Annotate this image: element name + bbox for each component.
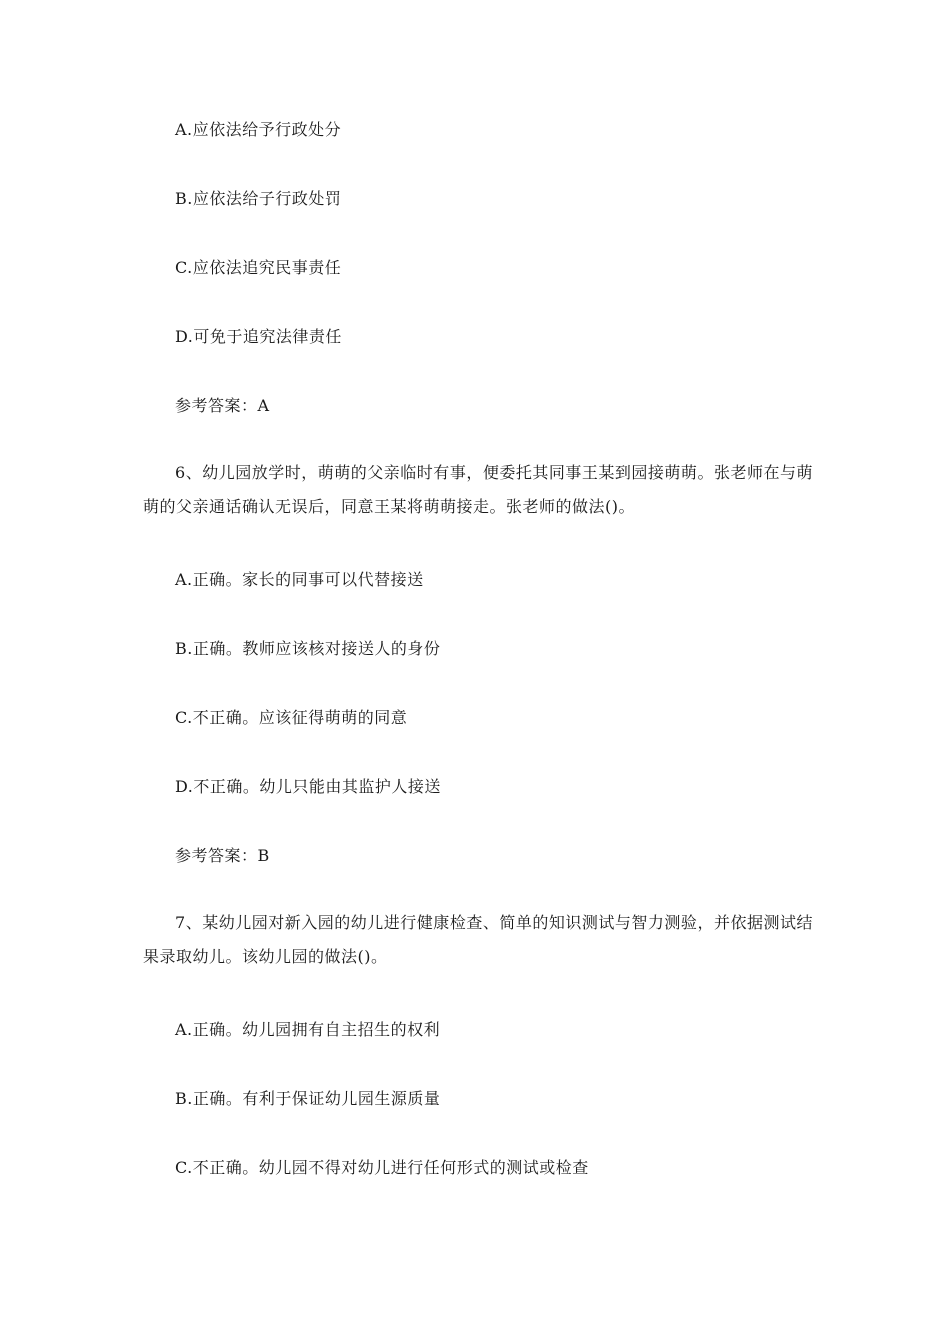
q7-option-b: B.正确。有利于保证幼儿园生源质量 bbox=[175, 1089, 441, 1108]
q6-answer: 参考答案：B bbox=[175, 846, 270, 865]
q5-answer: 参考答案：A bbox=[175, 396, 270, 415]
q6-stem: 6、幼儿园放学时，萌萌的父亲临时有事，便委托其同事王某到园接萌萌。张老师在与萌萌的父亲通话确认无误后，同意王某将萌萌接走。张老师的做法()。 bbox=[143, 463, 813, 516]
q7-option-c: C.不正确。幼儿园不得对幼儿进行任何形式的测试或检查 bbox=[175, 1158, 589, 1177]
q6-option-a: A.正确。家长的同事可以代替接送 bbox=[175, 570, 424, 589]
q5-option-b: B.应依法给子行政处罚 bbox=[175, 189, 342, 208]
q7-stem: 7、某幼儿园对新入园的幼儿进行健康检查、简单的知识测试与智力测验，并依据测试结果录取幼儿。该幼儿园的做法()。 bbox=[143, 913, 813, 966]
q7-option-a: A.正确。幼儿园拥有自主招生的权利 bbox=[175, 1020, 441, 1039]
q6-option-d: D.不正确。幼儿只能由其监护人接送 bbox=[175, 777, 441, 796]
q6-option-b: B.正确。教师应该核对接送人的身份 bbox=[175, 639, 441, 658]
q5-option-a: A.应依法给予行政处分 bbox=[175, 120, 342, 139]
q5-option-c: C.应依法追究民事责任 bbox=[175, 258, 342, 277]
q6-option-c: C.不正确。应该征得萌萌的同意 bbox=[175, 708, 408, 727]
q5-option-d: D.可免于追究法律责任 bbox=[175, 327, 342, 346]
